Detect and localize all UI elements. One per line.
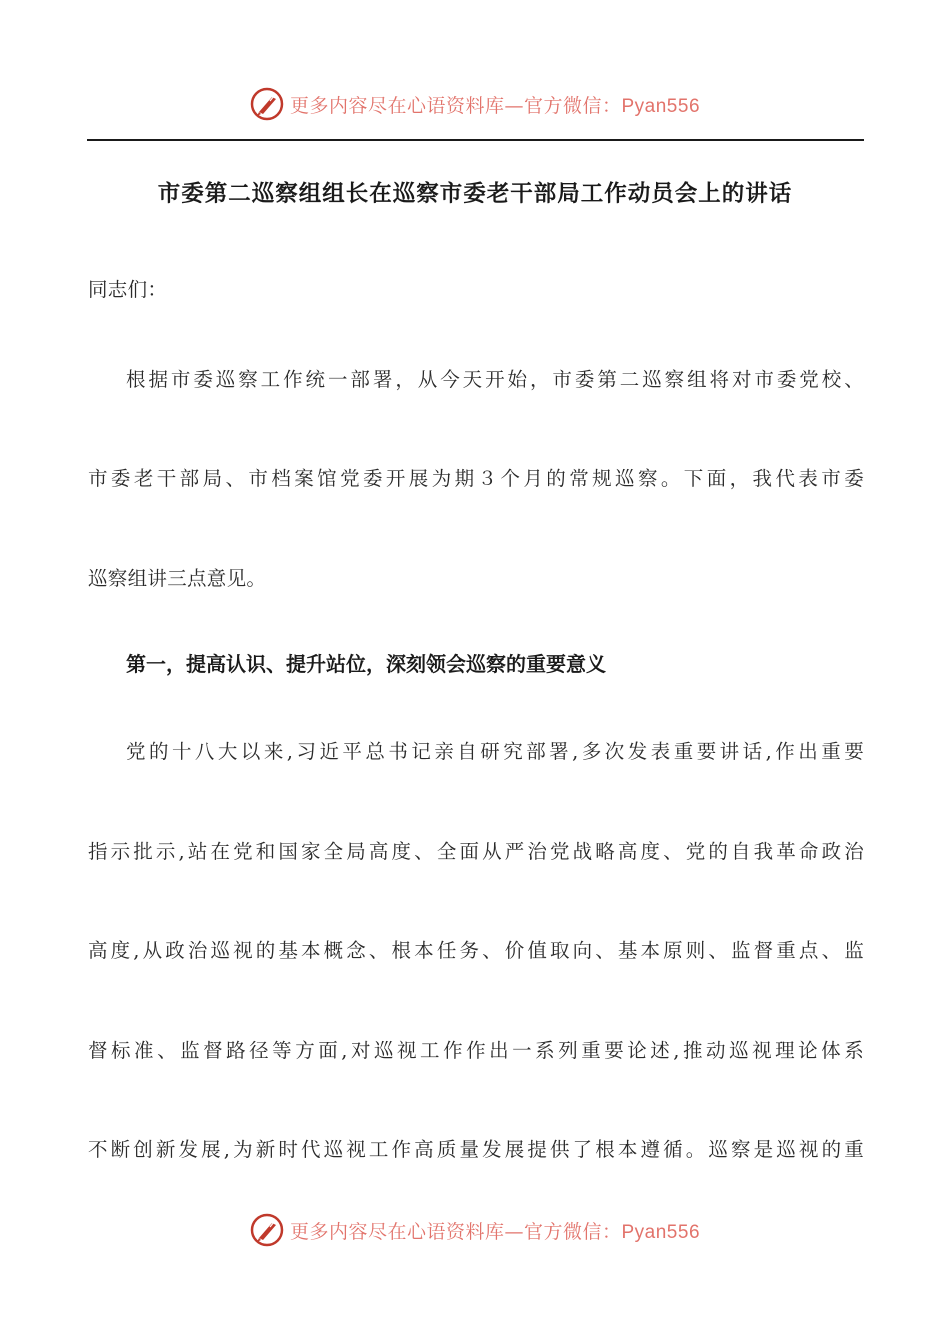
paragraph-1-line-2: 市委老干部局、市档案馆党委开展为期３个月的常规巡察。下面，我代表市委 <box>88 467 864 490</box>
paragraph-2-line-5: 不断创新发展,为新时代巡视工作高质量发展提供了根本遵循。巡察是巡视的重 <box>88 1138 864 1161</box>
header-banner-text: 更多内容尽在心语资料库—官方微信：Pyan556 <box>289 94 701 117</box>
quill-pen-logo-icon <box>250 1213 284 1247</box>
paragraph-2-line-4: 督标准、监督路径等方面,对巡视工作作出一系列重要论述,推动巡视理论体系 <box>88 1039 864 1062</box>
paragraph-1-line-3: 巡察组讲三点意见。 <box>88 567 267 590</box>
footer-banner-text: 更多内容尽在心语资料库—官方微信：Pyan556 <box>289 1220 701 1243</box>
quill-pen-logo-icon <box>250 87 284 121</box>
paragraph-2-line-1: 党的十八大以来,习近平总书记亲自研究部署,多次发表重要讲话,作出重要 <box>126 740 864 763</box>
wechat-handle: Pyan556 <box>621 95 701 117</box>
header-banner <box>0 84 950 124</box>
paragraph-2-line-3: 高度,从政治巡视的基本概念、根本任务、价值取向、基本原则、监督重点、监 <box>88 939 864 962</box>
paragraph-2-line-2: 指示批示,站在党和国家全局高度、全面从严治党战略高度、党的自我革命政治 <box>88 840 864 863</box>
paragraph-1-line-1: 根据市委巡察工作统一部署，从今天开始，市委第二巡察组将对市委党校、 <box>126 368 864 391</box>
salutation: 同志们： <box>88 278 168 301</box>
wechat-handle: Pyan556 <box>621 1221 701 1243</box>
footer-banner <box>0 1210 950 1250</box>
section-1-heading: 第一，提高认识、提升站位，深刻领会巡察的重要意义 <box>126 652 606 676</box>
document-title: 市委第二巡察组组长在巡察市委老干部局工作动员会上的讲话 <box>157 181 793 207</box>
header-divider <box>87 139 864 141</box>
